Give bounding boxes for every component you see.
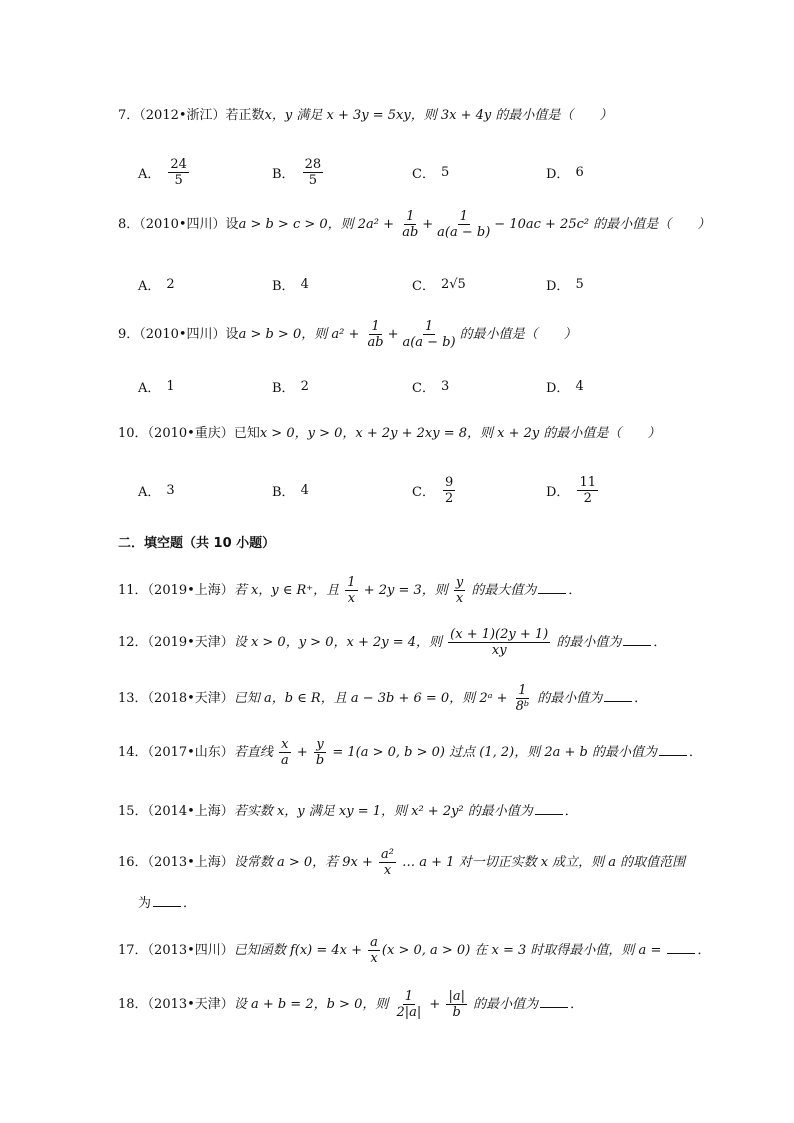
question-number: 16． — [118, 855, 148, 870]
question-number: 13． — [118, 691, 148, 706]
numerator: 28 — [304, 156, 322, 172]
question-source: （2013•上海） — [147, 855, 234, 870]
numerator: 24 — [170, 156, 187, 172]
fraction — [345, 575, 357, 606]
question-number: 10． — [118, 426, 148, 441]
fraction — [400, 319, 457, 350]
option-label: C． — [412, 380, 435, 396]
period: ． — [697, 943, 711, 958]
question-source: （2013•四川） — [147, 943, 234, 958]
question-body: + — [425, 997, 445, 1012]
numerator: 9 — [444, 474, 454, 490]
fraction — [446, 989, 467, 1020]
section-heading: 二．填空题（共 10 小题） — [118, 536, 276, 551]
numerator: x — [281, 737, 289, 752]
question-number: 17． — [118, 943, 148, 958]
question-body: 若直线 — [233, 745, 277, 760]
answer-blank[interactable] — [153, 892, 181, 907]
option-label: C． — [412, 278, 435, 294]
question-number: 11． — [118, 583, 148, 598]
denominator: 2|a| — [396, 1005, 422, 1020]
question-body: 的最大值为 — [467, 583, 537, 598]
question-body: 的最小值是（ ） — [459, 327, 577, 342]
question-16 — [118, 846, 685, 880]
question-body: 设 a + b = 2，b > 0，则 — [233, 997, 393, 1012]
option-c — [412, 366, 449, 406]
question-text: 设 — [225, 327, 239, 342]
numerator: 1 — [459, 209, 468, 224]
question-source: （2019•天津） — [147, 635, 234, 650]
fraction — [365, 319, 385, 350]
question-8: 8．（2010•四川）设a > b > c > 0，则 2a² + $\frac{1}{ab}$ + $\frac{1}{a(a - b)}$ − 10ac + 25c² 的最小值是（ ） — [118, 209, 711, 240]
option-label: D． — [546, 380, 570, 396]
denominator: a(a − b) — [437, 225, 491, 240]
option-d — [546, 470, 600, 510]
question-body: = 1(a > 0, b > 0) 过点 (1, 2)，则 2a + b 的最小值为 — [328, 745, 657, 760]
numerator: 11 — [579, 474, 596, 490]
question-body: 已知 a，b ∈ R，且 a − 3b + 6 = 0，则 2ᵃ + — [233, 691, 512, 706]
question-body: x，y 满足 x + 3y = 5xy，则 3x + 4y 的最小值是（ ） — [264, 108, 613, 123]
denominator: x — [347, 591, 356, 606]
question-body: 的最小值为 — [552, 635, 622, 650]
option-c — [412, 264, 466, 304]
question-13 — [118, 682, 647, 716]
option-a — [138, 264, 175, 304]
fraction — [303, 157, 324, 188]
denominator: ab — [367, 335, 384, 350]
fraction — [577, 475, 598, 506]
fraction — [279, 737, 291, 768]
denominator: a — [280, 753, 289, 768]
question-14 — [118, 736, 702, 770]
question-text: 设 — [225, 217, 239, 232]
option-a — [138, 152, 191, 192]
question-body: a > b > c > 0，则 2a² + — [238, 217, 399, 232]
option-label: B． — [272, 166, 295, 182]
denominator: 2 — [583, 490, 592, 506]
option-b — [272, 152, 325, 192]
fraction — [168, 157, 189, 188]
fraction — [400, 209, 420, 240]
fraction — [454, 575, 465, 606]
option-value: 5 — [440, 164, 450, 180]
option-value: 1 — [166, 378, 175, 394]
question-body: + — [292, 745, 312, 760]
answer-blank[interactable] — [623, 631, 651, 646]
fraction — [395, 989, 424, 1020]
question-number: 14． — [118, 745, 148, 760]
options-7 — [138, 152, 698, 192]
option-value: 6 — [575, 164, 584, 180]
denominator: ab — [402, 225, 419, 240]
option-value: 3 — [440, 378, 450, 394]
question-body: 的最小值为 — [533, 691, 603, 706]
question-11 — [118, 574, 581, 608]
answer-blank[interactable] — [667, 939, 695, 954]
period: ． — [570, 997, 584, 1012]
numerator: (x + 1)(2y + 1) — [450, 627, 549, 642]
option-label: A． — [138, 484, 161, 500]
denominator: a(a − b) — [402, 335, 456, 350]
question-number: 9． — [118, 327, 140, 342]
numerator: |a| — [448, 989, 465, 1004]
numerator: y — [316, 737, 324, 752]
option-value: 2√5 — [440, 276, 466, 292]
numerator: a — [370, 935, 378, 950]
numerator: 1 — [406, 209, 415, 224]
answer-blank[interactable] — [538, 579, 566, 594]
question-number: 7． — [118, 108, 140, 123]
question-16-continuation — [138, 892, 196, 911]
period: ． — [564, 804, 578, 819]
question-text: 已知 — [233, 426, 260, 441]
numerator: 1 — [347, 575, 356, 590]
denominator: 2 — [444, 490, 454, 506]
numerator: y — [455, 575, 464, 590]
denominator: xy — [491, 643, 507, 658]
period: ． — [688, 745, 702, 760]
options-8 — [138, 264, 698, 304]
option-value: 3 — [166, 482, 175, 498]
period: ． — [568, 583, 582, 598]
option-label: B． — [272, 484, 295, 500]
question-source: （2010•四川） — [139, 217, 226, 232]
option-value: 2 — [300, 378, 309, 394]
denominator: x — [383, 863, 392, 878]
question-body: 的最小值为 — [468, 997, 539, 1012]
question-12 — [118, 626, 666, 660]
question-body: + 2y = 3，则 — [359, 583, 452, 598]
option-d — [546, 264, 584, 304]
option-value: 4 — [300, 482, 309, 498]
period: ． — [634, 691, 648, 706]
option-label: A． — [138, 278, 161, 294]
question-body: (x > 0, a > 0) 在 x = 3 时取得最小值，则 a = — [381, 943, 666, 958]
option-value: 2 — [166, 276, 175, 292]
option-label: C． — [412, 484, 435, 500]
question-number: 12． — [118, 635, 148, 650]
option-label: B． — [272, 278, 295, 294]
question-source: （2018•天津） — [147, 691, 234, 706]
numerator: 1 — [404, 989, 414, 1004]
option-label: C． — [412, 166, 435, 182]
denominator: 8ᵇ — [515, 699, 530, 714]
question-source: （2014•上海） — [147, 804, 234, 819]
option-label: B． — [272, 380, 295, 396]
option-d — [546, 152, 584, 192]
question-source: （2010•四川） — [139, 327, 226, 342]
question-body: 若实数 x，y 满足 xy = 1，则 x² + 2y² 的最小值为 — [233, 804, 533, 819]
question-body: − 10ac + 25c² 的最小值是（ ） — [494, 217, 711, 232]
option-label: D． — [546, 166, 570, 182]
answer-blank[interactable] — [540, 993, 568, 1008]
option-value: 4 — [575, 378, 584, 394]
numerator: 1 — [518, 683, 527, 698]
question-number: 18． — [118, 997, 148, 1012]
question-body: x > 0，y > 0，x + 2y + 2xy = 8，则 x + 2y 的最小值是（ ） — [259, 426, 661, 441]
option-a — [138, 470, 175, 510]
question-15 — [118, 800, 578, 822]
question-source: （2017•山东） — [147, 745, 234, 760]
answer-blank[interactable] — [659, 741, 687, 756]
option-b — [272, 366, 309, 406]
question-18 — [118, 988, 583, 1022]
option-label: D． — [546, 484, 570, 500]
denominator: 5 — [308, 172, 317, 188]
option-label: A． — [138, 380, 161, 396]
denominator: 5 — [174, 172, 183, 188]
period: ． — [183, 896, 197, 911]
question-10 — [118, 424, 660, 444]
fraction — [368, 935, 380, 966]
option-d — [546, 366, 584, 406]
fraction — [314, 737, 326, 768]
question-body: 为 — [138, 896, 152, 911]
question-body: 已知函数 f(x) = 4x + — [233, 943, 367, 958]
options-10 — [138, 470, 698, 510]
option-label: A． — [138, 166, 161, 182]
question-source: （2012•浙江） — [139, 108, 226, 123]
question-number: 8． — [118, 217, 140, 232]
numerator: 1 — [371, 319, 380, 334]
fraction — [448, 627, 550, 658]
option-label: D． — [546, 278, 570, 294]
fraction — [379, 847, 396, 878]
answer-blank[interactable] — [535, 800, 563, 815]
question-body: 设 x > 0，y > 0，x + 2y = 4，则 — [233, 635, 447, 650]
numerator: 1 — [424, 319, 434, 334]
option-c — [412, 470, 457, 510]
question-body: 若 x，y ∈ R⁺，且 — [233, 583, 344, 598]
denominator: x — [455, 591, 464, 606]
options-9 — [138, 366, 698, 406]
question-body: … a + 1 对一切正实数 x 成立，则 a 的取值范围 — [398, 855, 686, 870]
question-source: （2019•上海） — [147, 583, 234, 598]
fraction — [435, 209, 492, 240]
period: ． — [653, 635, 667, 650]
question-body: a > b > 0，则 a² + — [238, 327, 364, 342]
question-body: 设常数 a > 0，若 9x + — [233, 855, 378, 870]
numerator: a² — [381, 847, 394, 862]
denominator: x — [370, 951, 378, 966]
question-source: （2013•天津） — [147, 997, 234, 1012]
option-value: 5 — [575, 276, 584, 292]
option-c — [412, 152, 449, 192]
question-7 — [118, 106, 612, 126]
question-number: 15． — [118, 804, 148, 819]
question-source: （2010•重庆） — [147, 426, 234, 441]
denominator: b — [315, 753, 325, 768]
fraction — [514, 683, 531, 714]
option-b — [272, 470, 309, 510]
answer-blank[interactable] — [604, 687, 632, 702]
question-17 — [118, 934, 710, 968]
fraction — [443, 475, 455, 506]
denominator: b — [452, 1005, 461, 1020]
option-value: 4 — [300, 276, 309, 292]
option-a — [138, 366, 175, 406]
question-text: 若正数 — [225, 108, 265, 123]
option-b — [272, 264, 309, 304]
question-9: 9．（2010•四川）设a > b > 0，则 a² + $\frac{1}{ab}$ + $\frac{1}{a(a - b)}$ 的最小值是（ ） — [118, 319, 577, 350]
